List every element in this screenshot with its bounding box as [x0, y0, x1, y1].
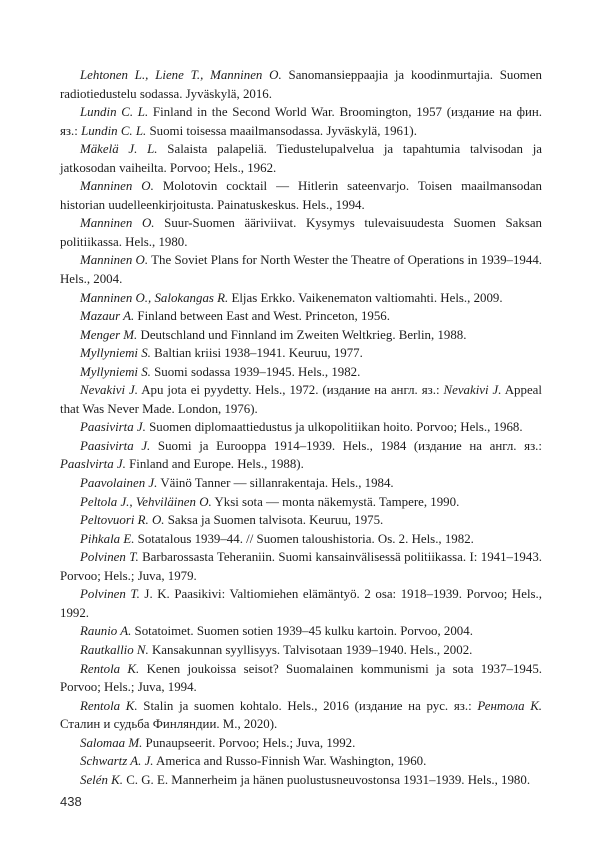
- entry-text: Apu jota ei pyydetty. Hels., 1972. (издание на англ. яз.:: [138, 383, 444, 398]
- entry-text: J. K. Paasikivi: Valtiomiehen elämäntyö. 2 osa: 1918–1939. Porvoo; Hels., 1992.: [60, 587, 543, 620]
- bibliography-entry: [60, 363, 542, 382]
- entry-text: Kansakunnan syyllisyys. Talvisotaan 1939–1940. Hels., 2002.: [148, 642, 473, 657]
- bibliography-entry: [60, 585, 542, 622]
- entry-author: Polvinen T.: [80, 550, 139, 565]
- entry-text: C. G. E. Mannerheim ja hänen puolustusneuvostonsa 1931–1939. Hels., 1980.: [122, 772, 531, 787]
- bibliography-entry: [60, 660, 542, 697]
- entry-author: Rentola K.: [80, 661, 140, 676]
- bibliography-entry: [60, 641, 542, 660]
- entry-text: Suomi ja Eurooppa 1914–1939. Hels., 1984 (издание на англ. яз.:: [150, 438, 542, 453]
- entry-text: Suur-Suomen ääriviivat. Kysymys tulevaisuudesta Suomen Saksan politiikassa. Hels., 1980.: [60, 216, 542, 249]
- bibliography-entry: [60, 530, 542, 549]
- entry-text: Yksi sota — monta näkemystä. Tampere, 1990.: [211, 494, 460, 509]
- entry-author: Rentola K.: [80, 698, 138, 713]
- entry-author: Polvinen T.: [80, 587, 140, 602]
- entry-author: Salomaa M.: [80, 735, 143, 750]
- entry-text: Sotatalous 1939–44. // Suomen taloushistoria. Os. 2. Hels., 1982.: [134, 531, 474, 546]
- bibliography-entry: [60, 697, 542, 734]
- entry-author: Manninen O.: [80, 253, 149, 268]
- bibliography-entry: [60, 437, 542, 474]
- bibliography-entry: [60, 493, 542, 512]
- entry-text: Finland and Europe. Hels., 1988).: [125, 457, 304, 472]
- entry-author: Paasivirta J.: [80, 420, 146, 435]
- entry-text: Deutschland und Finnland im Zweiten Weltkrieg. Berlin, 1988.: [137, 327, 467, 342]
- bibliography-entry: [60, 344, 542, 363]
- entry-author: Myllyniemi S.: [80, 364, 151, 379]
- entry-author: Paaslvirta J.: [60, 457, 126, 472]
- bibliography-entry: [60, 771, 542, 790]
- entry-author: Nevakivi J.: [80, 383, 138, 398]
- entry-author: Manninen O., Salokangas R.: [80, 290, 229, 305]
- entry-text: Barbarossasta Teheraniin. Suomi kansainvälisessä politiikassa. I: 1941–1943. Porvoo; Hels.; Juva, 1979.: [60, 550, 542, 583]
- entry-text: Suomi sodassa 1939–1945. Hels., 1982.: [150, 364, 361, 379]
- entry-text: Appeal that Was Never Made. London, 1976).: [60, 383, 542, 416]
- entry-text: Kenen joukoissa seisot? Suomalainen kommunismi ja sota 1937–1945. Porvoo; Hels.; Juva, 1994.: [60, 661, 542, 695]
- bibliography-entry: [60, 289, 542, 308]
- entry-author: Mazaur A.: [80, 309, 135, 324]
- bibliography-entry: [60, 251, 542, 288]
- entry-text: Finland between East and West. Princeton, 1956.: [134, 309, 390, 324]
- entry-text: Suomi toisessa maailmansodassa. Jyväskylä, 1961).: [146, 123, 417, 138]
- entry-author: Rautkallio N.: [80, 642, 149, 657]
- bibliography-entry: [60, 474, 542, 493]
- bibliography-entry: [60, 752, 542, 771]
- entry-author: Manninen O.: [80, 216, 155, 231]
- entry-text: Väinö Tanner — sillanrakentaja. Hels., 1984.: [157, 476, 394, 491]
- entry-author: Lehtonen L., Liene T., Manninen O.: [80, 68, 282, 82]
- entry-author: Mäkelä J. L.: [80, 142, 158, 157]
- entry-author: Lundin C. L.: [80, 105, 149, 120]
- bibliography-entry: [60, 214, 542, 251]
- entry-text: The Soviet Plans for North Wester the Theatre of Operations in 1939–1944. Hels., 2004.: [60, 253, 542, 287]
- bibliography-entry: [60, 66, 542, 103]
- entry-author: Lundin C. L.: [81, 123, 147, 138]
- entry-author: Peltola J., Vehviläinen O.: [80, 494, 212, 509]
- entry-author: Schwartz A. J.: [80, 754, 154, 769]
- bibliography-entry: [60, 140, 542, 177]
- bibliography-entry: [60, 381, 542, 418]
- entry-author: Menger M.: [80, 327, 138, 342]
- entry-author: Selén K.: [80, 772, 123, 787]
- page-number: 438: [60, 794, 82, 809]
- entry-author: Peltovuori R. O.: [80, 513, 165, 528]
- entry-text: Salaista palapeliä. Tiedustelupalvelua ja tapahtumia talvisodan ja jatkosodan vaiheilta. Porvoo; Hels., 1962.: [60, 142, 542, 175]
- bibliography-entry: [60, 177, 542, 214]
- entry-text: Baltian kriisi 1938–1941. Keuruu, 1977.: [150, 346, 363, 361]
- bibliography-entry: [60, 548, 542, 585]
- entry-text: Stalin ja suomen kohtalo. Hels., 2016 (издание на рус. яз.:: [137, 698, 478, 713]
- entry-text: Saksa ja Suomen talvisota. Keuruu, 1975.: [164, 513, 384, 528]
- bibliography-entry: [60, 103, 542, 140]
- bibliography-entry: [60, 734, 542, 753]
- entry-text: Molotovin cocktail — Hitlerin sateenvarjo. Toisen maailmansodan historian uudelleenkirjoitusta. Painatuskeskus. Hels., 1994.: [60, 179, 542, 212]
- bibliography-entry: [60, 511, 542, 530]
- entry-author: Nevakivi J.: [443, 383, 502, 398]
- entry-text: Finland in the Second World War. Broomington, 1957 (издание на фин. яз.:: [60, 105, 542, 138]
- bibliography-list: [60, 66, 542, 789]
- entry-text: Sotatoimet. Suomen sotien 1939–45 kulku kartoin. Porvoo, 2004.: [131, 624, 473, 639]
- entry-text: Eljas Erkko. Vaikenematon valtiomahti. Hels., 2009.: [228, 290, 503, 305]
- entry-text: Sanomansieppaajia ja koodinmurtajia. Suomen radiotiedustelu sodassa. Jyväskylä, 2016.: [60, 68, 542, 101]
- bibliography-entry: [60, 418, 542, 437]
- entry-text: America and Russo-Finnish War. Washington, 1960.: [153, 754, 427, 769]
- entry-text: Сталин и судьба Финляндии. М., 2020).: [60, 717, 278, 732]
- entry-author: Pihkala E.: [80, 531, 135, 546]
- entry-author: Manninen O.: [80, 179, 154, 194]
- bibliography-entry: [60, 307, 542, 326]
- entry-text: Suomen diplomaattiedustus ja ulkopolitiikan hoito. Porvoo; Hels., 1968.: [145, 420, 523, 435]
- entry-author: Paasivirta J.: [80, 438, 151, 453]
- entry-author: Myllyniemi S.: [80, 346, 151, 361]
- entry-author: Paavolainen J.: [80, 476, 158, 491]
- entry-text: Punaupseerit. Porvoo; Hels.; Juva, 1992.: [142, 735, 356, 750]
- entry-author: Raunio A.: [80, 624, 132, 639]
- bibliography-entry: [60, 622, 542, 641]
- bibliography-entry: [60, 326, 542, 345]
- entry-author: Рентола К.: [477, 698, 543, 713]
